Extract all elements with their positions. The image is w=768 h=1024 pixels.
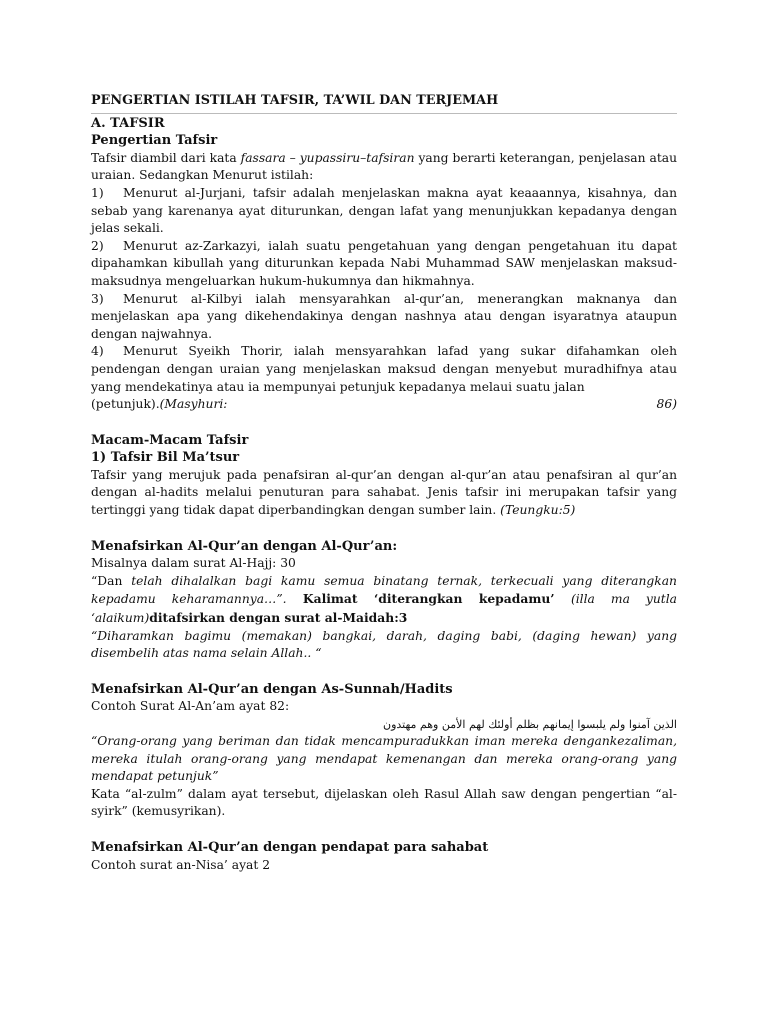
definition-text: Menurut az-Zarkazyi, ialah suatu pengetahuan yang dengan pengetahuan itu dapat dipahamkan kibullah yang diturunkan kepada Nabi Muhammad SAW menjelaskan maksud-maksudnya mengeluarkan hukum-hukumnya dan hikmahnya. (91, 238, 677, 288)
definition-item (91, 185, 677, 238)
macam-heading: Macam-Macam Tafsir (91, 432, 249, 448)
kalimat-end: ditafsirkan dengan surat al-Maidah:3 (149, 610, 408, 626)
maidah-quote: “Diharamkan bagimu (memakan) bangkai, darah, daging babi, (daging hewan) yang disembelih atas nama selain Allah.. “ (91, 628, 677, 661)
definition-item (91, 343, 677, 396)
definition-item (91, 238, 677, 291)
title-divider (91, 113, 677, 114)
intro-term: fassara – yupassiru–tafsiran (240, 150, 415, 165)
quote-open: “Dan (91, 573, 132, 588)
arabic-verse: الذين آمنوا ولم يلبسوا إيمانهم بظلم أولئك لهم الأمن وهم مهتدون (382, 718, 677, 731)
definition-text: Menurut Syeikh Thorir, ialah mensyarahkan lafad yang sukar difahamkan oleh pendengan dengan uraian yang menjelaskan maksud dengan menyebut muradhifnya atau yang mendekatinya atau ia mempunyai petunjuk kepadanya melaui suatu jalan (91, 344, 677, 394)
definition-item (91, 291, 677, 344)
quran-quran-quote (91, 573, 677, 628)
intro-text-1: Tafsir diambil dari kata (91, 150, 241, 165)
quran-quran-example: Misalnya dalam surat Al-Hajj: 30 (91, 556, 296, 571)
quran-sahabat-example: Contoh surat an-Nisa’ ayat 2 (91, 857, 271, 872)
quran-sunnah-example: Contoh Surat Al-An’am ayat 82: (91, 699, 290, 714)
definition-citation-line (91, 396, 677, 414)
quote-text: telah dihalalkan bagi kamu semua binatang ternak, terkecuali yang diterangkan kepadamu keharamannya…”. (91, 573, 677, 607)
definition-number: 1) (91, 185, 104, 200)
citation-page: 86) (656, 397, 677, 412)
spacer (91, 821, 677, 839)
page-title: PENGERTIAN ISTILAH TAFSIR, TA’WIL DAN TERJEMAH (91, 93, 499, 108)
citation-source: (Masyhuri: (159, 397, 228, 412)
verse-translation: “Orang-orang yang beriman dan tidak mencampuradukkan iman mereka dengankezaliman, mereka itulah orang-orang yang mendapat kemenangan dan mereka orang-orang yang mendapat petunjuk” (91, 734, 677, 784)
definition-end-text: (petunjuk). (91, 397, 160, 412)
bilmatsur-paragraph (91, 467, 677, 520)
zulm-note: Kata “al-zulm” dalam ayat tersebut, dijelaskan oleh Rasul Allah saw dengan pengertian “al-syirk” (kemusyrikan). (91, 786, 677, 819)
spacer (91, 663, 677, 681)
pengertian-heading: Pengertian Tafsir (91, 133, 218, 149)
intro-text-2: yang berarti keterangan, penjelasan atau uraian. Sedangkan Menurut istilah: (91, 150, 678, 183)
quran-sahabat-heading: Menafsirkan Al-Qur’an dengan pendapat para sahabat (91, 839, 489, 855)
quran-quran-heading: Menafsirkan Al-Qur’an dengan Al-Qur’an: (91, 538, 398, 554)
bilmatsur-text: Tafsir yang merujuk pada penafsiran al-qur’an dengan al-qur’an atau penafsiran al qur’an dengan al-hadits melalui penuturan para sahabat. Jenis tafsir ini merupakan tafsir yang tertinggi yang tidak dapat diperbandingkan dengan sumber lain. (91, 467, 677, 518)
section-a-heading: A. TAFSIR (91, 115, 165, 131)
definition-number: 2) (91, 238, 104, 253)
intro-paragraph (91, 150, 677, 185)
spacer (91, 414, 677, 432)
definition-text: Menurut al-Kilbyi ialah mensyarahkan al-qur’an, menerangkan maknanya dan menjelaskan apa yang dikehendakinya dengan nashnya atau dengan isyaratnya ataupun dengan najwahnya. (91, 291, 677, 341)
definition-number: 3) (91, 291, 104, 306)
bilmatsur-citation: (Teungku:5) (500, 503, 576, 518)
kalimat-italic: (illa ma yutla ‘alaikum) (91, 592, 677, 626)
spacer (91, 520, 677, 538)
bilmatsur-heading: 1) Tafsir Bil Ma’tsur (91, 450, 240, 466)
definition-number: 4) (91, 344, 104, 359)
document-body (91, 92, 677, 874)
definition-text: Menurut al-Jurjani, tafsir adalah menjelaskan makna ayat keaaannya, kisahnya, dan sebab yang karenanya ayat diturunkan, dengan lafat yang menunjukkan kepadanya dengan jelas sekali. (91, 185, 677, 236)
kalimat-bold: Kalimat ‘diterangkan kepadamu’ (286, 591, 571, 607)
quran-sunnah-heading: Menafsirkan Al-Qur’an dengan As-Sunnah/Hadits (91, 681, 453, 697)
